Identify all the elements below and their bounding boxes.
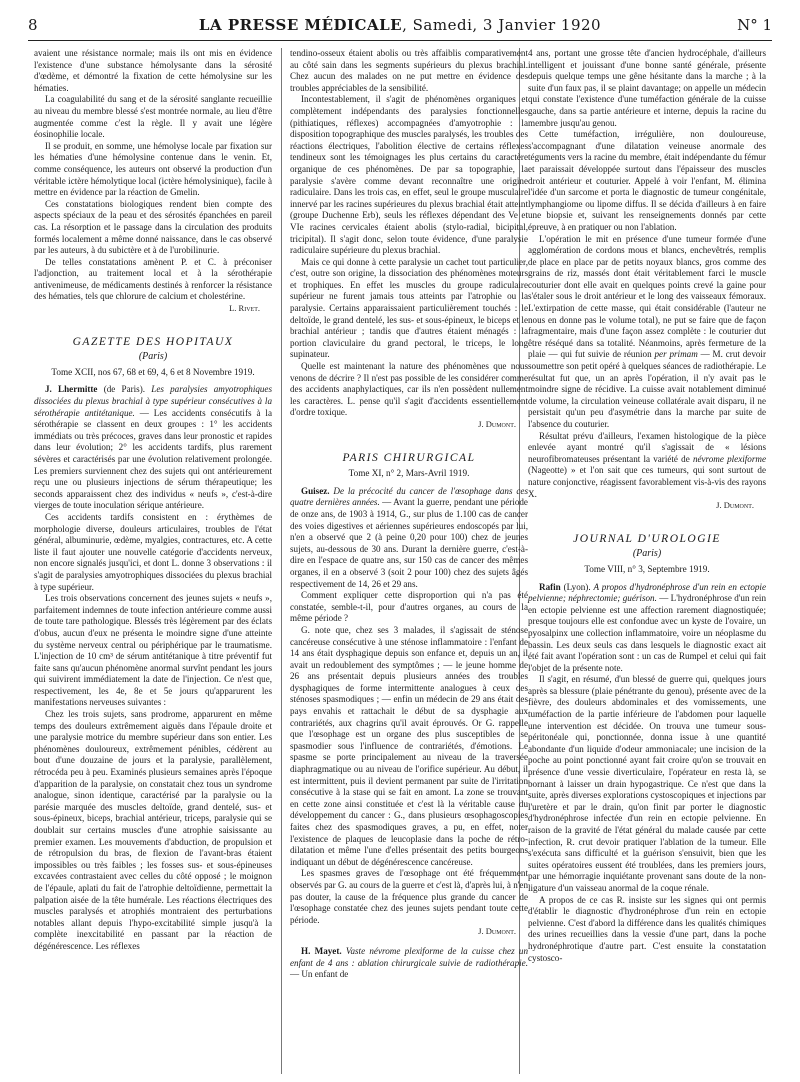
paragraph: De telles constatations amènent P. et C. à préconiser l'adjonction, au traitement local et à la sérothérapie antivenimeuse, de médicaments destinés à renforcer la résistance des hématies, tels que chlorure de calcium et cholestérine.	[34, 256, 272, 302]
journal-title: LA PRESSE MÉDICALE	[198, 16, 403, 34]
paragraph: Cette tuméfaction, irrégulière, non douloureuse, s'accompagnant d'une dilatation veineuse anormale des téguments vers la racine du membre, était indépendante du fémur et paraissait développée surtout dans l'épaisseur des muscles droit antérieur et couturier. Appelé à voir l'enfant, M. élimina l'idée d'un sarcome et porta le diagnostic de tumeur congénitale, lymphangiome ou lipome diffus. Il se décida d'ailleurs à en faire une biopsie et, suivant les renseignements donnés par cette épreuve, à en pratiquer ou non l'ablation.	[528, 129, 766, 232]
paragraph: Incontestablement, il s'agit de phénomènes organiques et complètement indépendants des paralysies fonctionnelles (pithiatiques, réflexes) accompagnées d'amyotrophie : la disposition topographique des muscles paralysés, les troubles des réactions électriques, l'abolition élective de certains réflexes tendineux sont les témoignages les plus certains du caractère organique de ces phénomènes. De par sa topographie, la paralysie s'avère comme devant reconnaître une origine radiculaire. Dans les trois cas, en effet, seul le groupe musculaire innervé par les racines supérieures du plexus brachial était atteint (groupe Duchenne Erb), seuls les réflexes dépendant des Ve et VIe racines cervicales étaient abolis (stylo-radial, bicipital, tricipital). Il s'agit donc, selon toute évidence, d'une paralysie radiculaire supérieure du plexus brachial.	[290, 94, 528, 256]
section-title: JOURNAL D'UROLOGIE	[573, 532, 721, 545]
article-title: Vaste névrome plexiforme de la cuisse chez un enfant de 4 ans : ablation chirurgicale suivie de radiothérapie.	[290, 945, 529, 968]
issue-date: , Samedi, 3 Janvier 1920	[402, 16, 602, 34]
paragraph: Ces constatations biologiques rendent bien compte des aspects spéciaux de la peau et des sérosités épanchées en pareil cas. La résorption et le passage dans la circulation des produits formés localement a même donné naissance, dans le cas observé par les auteurs, à du subictère et à de l'urobilinurie.	[34, 198, 272, 256]
signature: J. Dumont.	[716, 500, 754, 511]
section-subtitle: (Paris)	[138, 351, 168, 363]
volume-info: Tome VIII, n° 3, Septembre 1919.	[584, 563, 710, 574]
column-left	[34, 48, 272, 953]
signature: J. Dumont.	[478, 926, 516, 937]
signature: L. Rivet.	[229, 303, 260, 314]
paragraph: Ces accidents tardifs consistent en : érythèmes de morphologie diverse, douleurs articulaires, troubles de l'état général, albuminurie, œdème, myalgies, contractures, etc. A cette liste il faut ajouter une nouvelle catégorie d'accidents nerveux, non encore signalés jusqu'ici, et dont L. donne 3 observations : il s'agit de paralysies amyotrophiques dissociées du plexus brachial à type supérieur.	[34, 511, 272, 592]
running-title	[28, 16, 772, 34]
section-title: PARIS CHIRURGICAL	[342, 451, 476, 464]
paragraph: Les trois observations concernent des jeunes sujets « neufs », parfaitement indemnes de toute infection antérieure comme aussi de toute tare pathologique. Blessés très légèrement par des éclats d'obus, aucun d'eux ne présenta le moindre signe d'une atteinte du système nerveux central ou périphérique par le traumatisme. L'injection de 10 cm³ de sérum antitétanique à titre préventif fut faite sans qu'aucun phénomène anormal survînt pendant les jours qui suivirent immédiatement la date de l'injection. Ce n'est que, respectivement, les 4e, 8e et 5e jours qu'apparurent les manifestations nerveuses suivantes :	[34, 593, 272, 708]
paragraph: Quelle est maintenant la nature des phénomènes que nous venons de décrire ? Il n'est pas possible de les considérer comme des accidents anaphylactiques, car ils n'en possèdent nullement les caractères. L. pense qu'il s'agit d'accidents essentiellement d'ordre toxique.	[290, 361, 528, 418]
page-number: 8	[28, 16, 38, 34]
volume-info: Tome XI, n° 2, Mars-Avril 1919.	[348, 468, 470, 479]
section-subtitle: (Paris)	[632, 548, 662, 560]
article-paragraph: Rafin (Lyon). A propos d'hydronéphrose d'un rein en ectopie pelvienne; néphrectomie; guérison. — L'hydronéphrose d'un rein en ectopie pelvienne est une affection rarement diagnostiquée; presque toujours elle est confondue avec un kyste de l'ovaire, un pyosalpinx une collection inflammatoire, voire un néoplasme du bassin. Les deux seuls cas dans lesquels le diagnostic exact ait été fait avant l'opération sont : un cas de Rumpel et celui qui fait l'objet de la présente note.	[528, 581, 767, 673]
volume-info: Tome XCII, nos 67, 68 et 69, 4, 6 et 8 Novembre 1919.	[51, 366, 255, 377]
paragraph: La coagulabilité du sang et de la sérosité sanglante recueillie au niveau du membre blessé s'est montrée normale, au lieu d'être augmentée comme c'est la règle. Il y avait une légère éosinophilie locale.	[34, 94, 272, 140]
paragraph: Comment expliquer cette disproportion qui n'a pas été constatée, semble-t-il, pour d'autres organes, au cours de la même période ?	[290, 590, 528, 624]
article-title: Les paralysies amyotrophiques dissociées du plexus brachial à type supérieur consécutives à la sérothérapie antitétanique.	[34, 384, 273, 418]
paragraph: avaient une résistance normale; mais ils ont mis en évidence l'existence d'une substance hémolysante dans la sérosité d'œdème, et démontré la fixation de cette hémolysine sur les hématies.	[34, 48, 272, 93]
article-paragraph: H. Mayet. Vaste névrome plexiforme de la cuisse chez un enfant de 4 ans : ablation chirurgicale suivie de radiothérapie. — Un enfant de	[290, 945, 529, 980]
article-author: Rafin	[539, 581, 561, 592]
column-right	[528, 48, 766, 964]
paragraph: 4 ans, portant une grosse tête d'ancien hydrocéphale, d'ailleurs intelligent et jouissant d'une bonne santé générale, présente depuis quelque temps une gêne hésitante dans la marche ; à la suite d'un faux pas, il se plaint davantage; on appelle un médecin qui constate l'existence d'une tuméfaction générale de la cuisse gauche, dans sa partie antérieure et interne, depuis la racine du membre jusqu'au genou.	[528, 48, 766, 128]
column-middle	[290, 48, 528, 981]
page-header	[28, 14, 772, 40]
article-author: J. Lhermitte	[45, 384, 98, 395]
article-title: A propos d'hydronéphrose d'un rein en ectopie pelvienne; néphrectomie; guérison.	[528, 581, 766, 604]
paragraph: tendino-osseux étaient abolis ou très affaiblis comparativement au côté sain dans les segments supérieurs du plexus brachial. Chez aucun des malades on ne put mettre en évidence des troubles appréciables de la sensibilité.	[290, 48, 528, 93]
paragraph: Résultat prévu d'ailleurs, l'examen histologique de la pièce enlevée ayant montré qu'il s'agissait de « lésions neurofibromateuses présentant la variété de névrome plexiforme (Nageotte) » et l'on sait que ces tumeurs, qui sont surtout de nature conjonctive, réagissent favorablement vis-à-vis des rayons X.	[528, 430, 766, 499]
section-title: GAZETTE DES HOPITAUX	[72, 335, 234, 348]
issue-number: N° 1	[737, 16, 772, 34]
paragraph: Mais ce qui donne à cette paralysie un cachet tout particulier, c'est, outre son origine, la dissociation des phénomènes moteurs et trophiques. En effet les muscles du groupe radiculaire supérieur ne furent jamais tous atteints par l'atrophie ou la paralysie. Certains apparaissaient particulièrement touchés : le deltoïde, le grand dentelé, les sus- et sous-épineux, le biceps et le brachial antérieur ; tandis que d'autres étaient ménagés : la portion claviculaire du grand pectoral, le triceps, le long supinateur.	[290, 256, 528, 360]
article-paragraph: Guisez. De la précocité du cancer de l'œsophage dans ces quatre dernières années. — Avant la guerre, pendant une période de onze ans, de 1903 à 1914, G., sur plus de 1.100 cas de cancer des voies digestives et aériennes supérieures endoscopés par lui, n'en a observé que 2 (à peine 0,20 pour 100) chez de jeunes sujets, au-dessous de 30 ans. Durant la dernière guerre, c'est-à-dire en l'espace de quatre ans, sur 150 cas de cancer des mêmes organes, il en a observé 3 (soit 2 pour 100) chez des sujets âgés respectivement de 14, 26 et 29 ans.	[290, 485, 528, 589]
paragraph: Il se produit, en somme, une hémolyse locale par fixation sur les hématies d'une hémolysine contenue dans le venin. Et, comme conséquence, les auteurs ont observé la production d'un véritable ictère hémolytique local (ictère hémolysinique), facile à mettre en évidence par la réaction de Gmelin.	[34, 140, 272, 198]
signature: J. Dumont.	[478, 419, 516, 429]
paragraph: Il s'agit, en résumé, d'un blessé de guerre qui, quelques jours après sa blessure (plaie pénétrante du genou), présente avec de la fièvre, des douleurs abdominales et des vomissements, une tuméfaction de la partie inférieure de l'abdomen pour laquelle une intervention est décidée. On trouva une tumeur sous-péritonéale qui, ponctionnée, donna issue à une quantité abondante d'un liquide d'odeur ammoniacale; une incision de la poche au point ponctionné ayant fait croire qu'on se trouvait en présence d'une vessie diverticulaire, l'opérateur en resta là, se bornant à laisser un drain hypogastrique. Ce n'est que dans la suite, après diverses explorations cystoscopiques et injections par l'uretère et par le drain, qu'on finit par porter le diagnostic d'hydronéphrose infectée d'un rein en ectopie pelvienne. En raison de la gravité de l'état général du malade causée par cette infection, R. crut devoir pratiquer l'ablation de la tumeur. Elle s'exécuta sans difficulté et la guérison s'ensuivit, bien que les suites opératoires eussent été troublées, dans les premiers jours, par une hémorragie inquiétante provenant sans doute de la non-ligature d'un vaisseau anormal de la coque rénale.	[528, 674, 766, 893]
article-title: De la précocité du cancer de l'œsophage dans ces quatre dernières années.	[290, 485, 528, 508]
column-divider	[281, 48, 282, 1074]
article-author: H. Mayet.	[301, 945, 342, 956]
paragraph: Chez les trois sujets, sans prodrome, apparurent en même temps des douleurs extrêmement aiguës dans l'épaule droite et une paralysie motrice du membre supérieur dans son entier. Les phénomènes douloureux, extrêmement pénibles, cédèrent au bout d'une douzaine de jours et la paralysie, parallèlement, rétrocéda peu à peu. Examinés plusieurs semaines après l'époque d'apparition de la paralysie, on constatait chez tous un syndrome analogue, sinon identique, caractérisé par la paralysie ou la parésie marquée des muscles deltoïde, grand dentelé, sus- et sous-épineux, biceps, brachial antérieur, triceps, paralysie qui se doublait sur certains muscles d'une atrophie saisissante au premier examen. Les mouvements d'abduction, de propulsion et de rétropulsion du bras, de flexion de l'avant-bras étaient impossibles ou très faibles ; les fosses sus- et sous-épineuses excavées contrastaient avec celles du côté opposé ; le moignon de l'épaule, aplati du fait de l'atrophie deltoïdienne, permettait la palpation aisée de la tête humérale. Les réactions électriques des muscles paralysés et atrophiés montraient des perturbations notables allant depuis l'hypo-excitabilité simple jusqu'à la complète inexcitabilité en passant par la réaction de dégénérescence. Les réflexes	[34, 709, 272, 951]
article-paragraph: J. Lhermitte (de Paris). Les paralysies amyotrophiques dissociées du plexus brachial à type supérieur consécutives à la sérothérapie antitétanique. — Les accidents consécutifs à la sérothérapie se classent en deux groupes : 1° les accidents immédiats ou très précoces, graves dans leur pronostic et rapides dans leur évolution; 2° les accidents tardifs, plus rarement sévères et caractérisés par une évolution relativement prolongée. Les premiers surviennent chez des sujets qui ont antérieurement reçu une ou plusieurs injections de sérum thérapeutique; les seconds apparaissent chez des individus « neufs », c'est-à-dire vierges de toute inoculation sérique antérieure.	[34, 384, 273, 511]
header-rule	[28, 40, 772, 41]
article-author: Guisez.	[301, 485, 330, 496]
paragraph: L'opération le mit en présence d'une tumeur formée d'une agglomération de cordons mous et blancs, enchevêtrés, remplis de place en place par de petits noyaux blancs, gros comme des grains de riz, massés dont était véritablement farci le muscle couturier dont elle avait en quelques points crevé la gaine pour s'étaler sous le droit antérieur et le long des vaisseaux fémoraux. L'extirpation de cette masse, qui était considérable (l'auteur ne nous en donne pas le volume total), ne put se faire que de façon fragmentaire, mais d'une façon assez complète : le couturier dut être réséqué dans sa totalité. Néanmoins, après fermeture de la plaie — qui fut suivie de réunion per primam — M. crut devoir soumettre son petit opéré à quelques séances de radiothérapie. Le résultat fut que, un an après l'opération, il n'y avait pas le moindre signe de récidive. La cuisse avait notablement diminué de volume, la circulation veineuse collatérale avait disparu, il ne persistait qu'un peu d'asymétrie dans la marche par suite de l'absence du couturier.	[528, 233, 766, 429]
paragraph: Les spasmes graves de l'œsophage ont été fréquemment observés par G. au cours de la guerre et c'est là, d'après lui, à n'en pas douter, la cause de la fréquence plus grande du cancer de l'œsophage constatée chez des jeunes sujets pendant toute cette période.	[290, 868, 528, 925]
paragraph: A propos de ce cas R. insiste sur les signes qui ont permis d'établir le diagnostic d'hydronéphrose d'un rein en ectopie pelvienne. C'est d'abord la différence dans les qualités chimiques des urines recueillies dans la vessie d'une part, dans la poche hydronéphrotique d'autre part. C'est ensuite la constatation cystosco-	[528, 894, 766, 963]
paragraph: G. note que, chez ses 3 malades, il s'agissait de sténose cancéreuse consécutive à une sténose inflammatoire : l'enfant de 14 ans était dysphagique depuis son enfance et, depuis un an, il avait un redoublement des symptômes ; — le jeune homme de 26 ans présentait depuis plusieurs années des troubles dysphagiques de forme intermittente analogues à ceux des sténoses spasmodiques ; — enfin un médecin de 29 ans était des pays envahis et rattachait le début de sa dysphagie aux contrariétés, aux chagrins qu'il avait éprouvés. Or G. rappelle que l'œsophage est un organe des plus susceptibles de se spasmodier sous l'influence de contrariétés, d'émotions. Le spasme se porte principalement au niveau de la traversée diaphragmatique ou au niveau de l'orifice supérieur. Au début, il est intermittent, puis il devient permanent par suite de l'irritation consécutive à la stase qui se fait en amont. La zone se trouvant en cette zone ainsi constituée et c'est là la véritable cause du développement du cancer : G., dans plusieurs œsophagoscopies faites chez des spasmodiques graves, a pu, en effet, noter l'existence de plaques de leucoplasie dans la poche de rétro-dilatation et même l'une d'elles présentait des petits bourgeons indiquant un début de dégénérescence cancéreuse.	[290, 624, 528, 867]
